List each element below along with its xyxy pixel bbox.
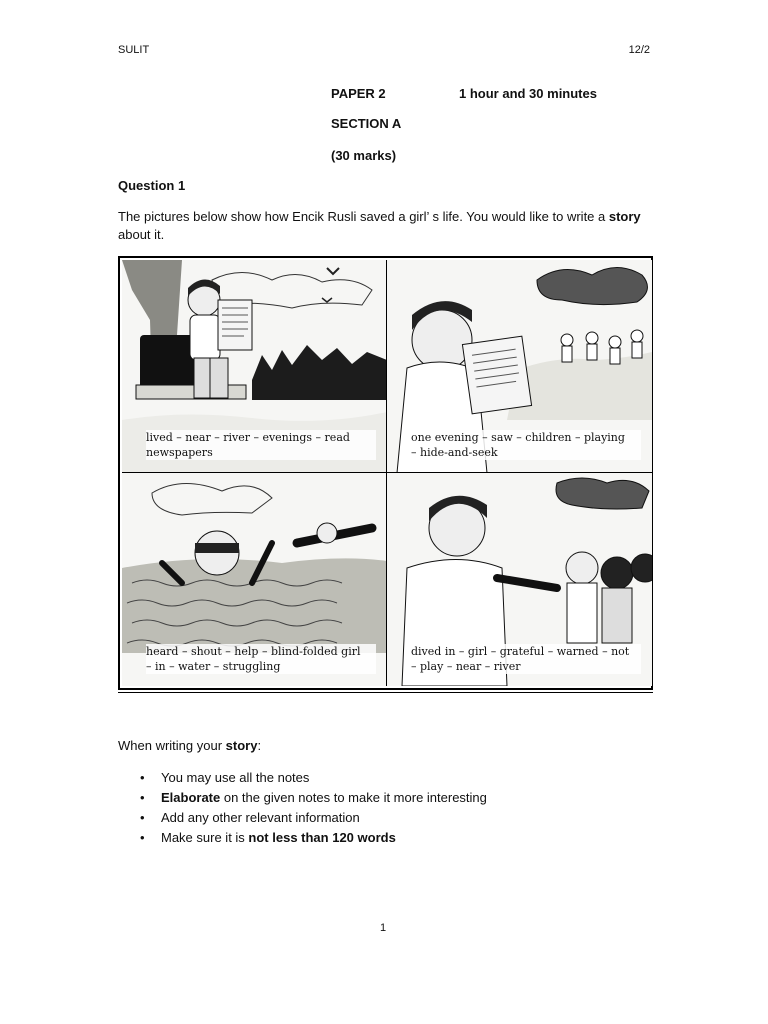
header-paper-code: 12/2 [628, 44, 650, 56]
caption-line-1: heard – shout – help – blind-folded girl [146, 645, 361, 658]
comic-panel-watching [387, 260, 652, 473]
comic-panel-rescue [122, 473, 387, 686]
instruction-emphasis: story [608, 209, 641, 224]
page-number: 1 [380, 922, 387, 934]
comic-divider [118, 692, 653, 693]
note-item [140, 810, 487, 830]
caption-line-1: one evening – saw – children – playing [411, 431, 625, 444]
paper-duration: 1 hour and 30 minutes [459, 86, 597, 101]
section-marks: (30 marks) [331, 148, 397, 163]
note-item [140, 790, 487, 810]
question-title: Question 1 [118, 178, 186, 193]
writing-intro-emphasis: story [225, 738, 258, 753]
header-classification: SULIT [118, 44, 150, 56]
panel-caption [146, 430, 376, 460]
caption-line-2: – in – water – struggling [146, 660, 281, 673]
comic-panel-reading [122, 260, 387, 473]
comic-panel-warning [387, 473, 652, 686]
writing-intro [118, 738, 261, 753]
writing-intro-tail: : [257, 738, 262, 753]
writing-intro-text: When writing your [118, 738, 226, 753]
note-emphasis: Elaborate [161, 790, 221, 805]
caption-line-2: newspapers [146, 446, 213, 459]
question-instruction [118, 208, 658, 244]
writing-notes-list [140, 770, 487, 850]
caption-line-1: dived in – girl – grateful – warned – not [411, 645, 630, 658]
caption-line-2: – hide-and-seek [411, 446, 498, 459]
caption-line-2: – play – near – river [411, 660, 521, 673]
caption-line-1: lived – near – river – evenings – read [146, 431, 350, 444]
comic-strip [118, 256, 653, 690]
note-text: on the given notes to make it more interesting [220, 790, 487, 805]
panel-caption [411, 644, 641, 674]
note-item [140, 830, 487, 850]
note-emphasis: not less than 120 words [248, 830, 396, 845]
note-text: You may use all the notes [161, 770, 310, 785]
section-title: SECTION A [331, 116, 402, 131]
panel-caption [411, 430, 641, 460]
note-text: Add any other relevant information [161, 810, 360, 825]
instruction-text: The pictures below show how Encik Rusli saved a girl’ s life. You would like to write a [118, 209, 609, 224]
note-item [140, 770, 487, 790]
panel-caption [146, 644, 376, 674]
instruction-tail: about it. [118, 227, 165, 242]
paper-label: PAPER 2 [331, 86, 386, 101]
note-text: Make sure it is [161, 830, 249, 845]
